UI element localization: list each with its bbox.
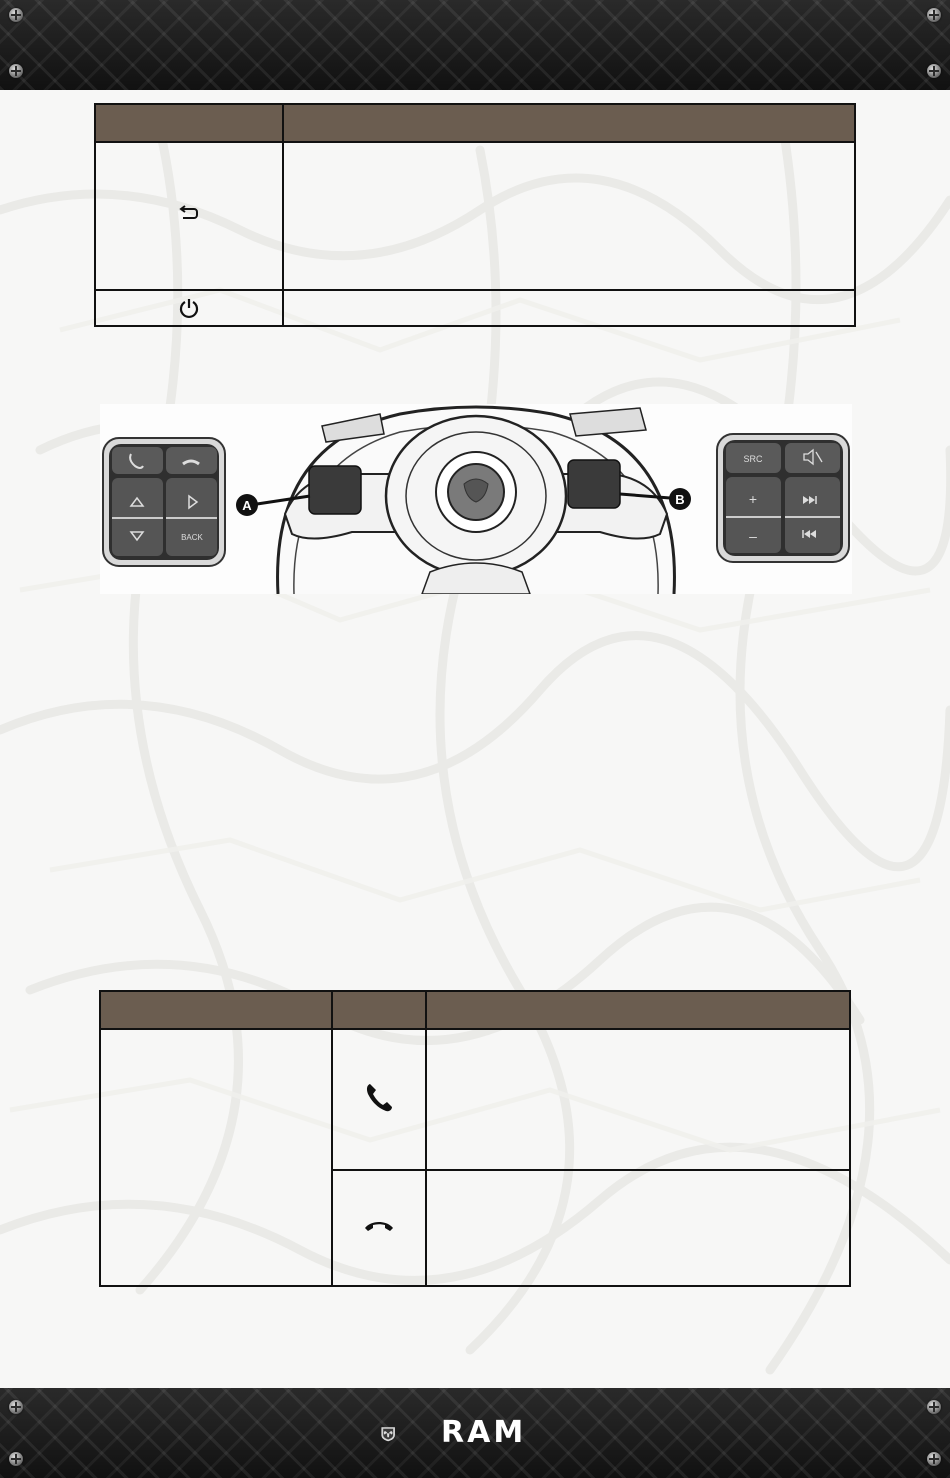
ram-logo [380,1408,436,1460]
table-row [95,142,855,290]
icon-cell [95,290,283,326]
left-control-panel [103,438,225,566]
table-header-cell [426,991,850,1029]
screw-icon [927,1400,941,1414]
screw-icon [9,1452,23,1466]
steering-wheel-controls-figure [100,404,852,594]
table-header-row [100,991,850,1029]
callout-a-label: A [242,498,252,513]
screw-icon [927,64,941,78]
table-header-cell [332,991,426,1029]
control-table-top [94,103,856,327]
callout-b-label: B [675,492,685,507]
right-control-panel [717,434,849,562]
screw-icon [9,1400,23,1414]
icon-cell [332,1170,426,1286]
table-header-cell [283,104,855,142]
description-cell [283,142,855,290]
table-row [100,1029,850,1170]
brand-wordmark: RAM [441,1415,527,1450]
icon-cell [95,142,283,290]
phone-pickup-icon [364,1081,394,1113]
power-icon [178,297,200,319]
description-cell [283,290,855,326]
volume-down-label: – [749,528,757,544]
function-cell [100,1029,332,1286]
table-header-cell [95,104,283,142]
phone-hangup-icon [363,1219,395,1233]
table-header-cell [100,991,332,1029]
icon-cell [332,1029,426,1170]
header-diamond-plate [0,0,950,90]
screw-icon [9,8,23,22]
back-button-label: BACK [181,533,203,542]
screw-icon [927,8,941,22]
screw-icon [9,64,23,78]
description-cell [426,1029,850,1170]
control-table-bottom [99,990,851,1287]
screw-icon [927,1452,941,1466]
volume-up-label: + [748,491,758,507]
src-button-label: SRC [743,454,763,464]
table-header-row [95,104,855,142]
table-row [95,290,855,326]
description-cell [426,1170,850,1286]
back-arrow-icon [178,205,200,223]
